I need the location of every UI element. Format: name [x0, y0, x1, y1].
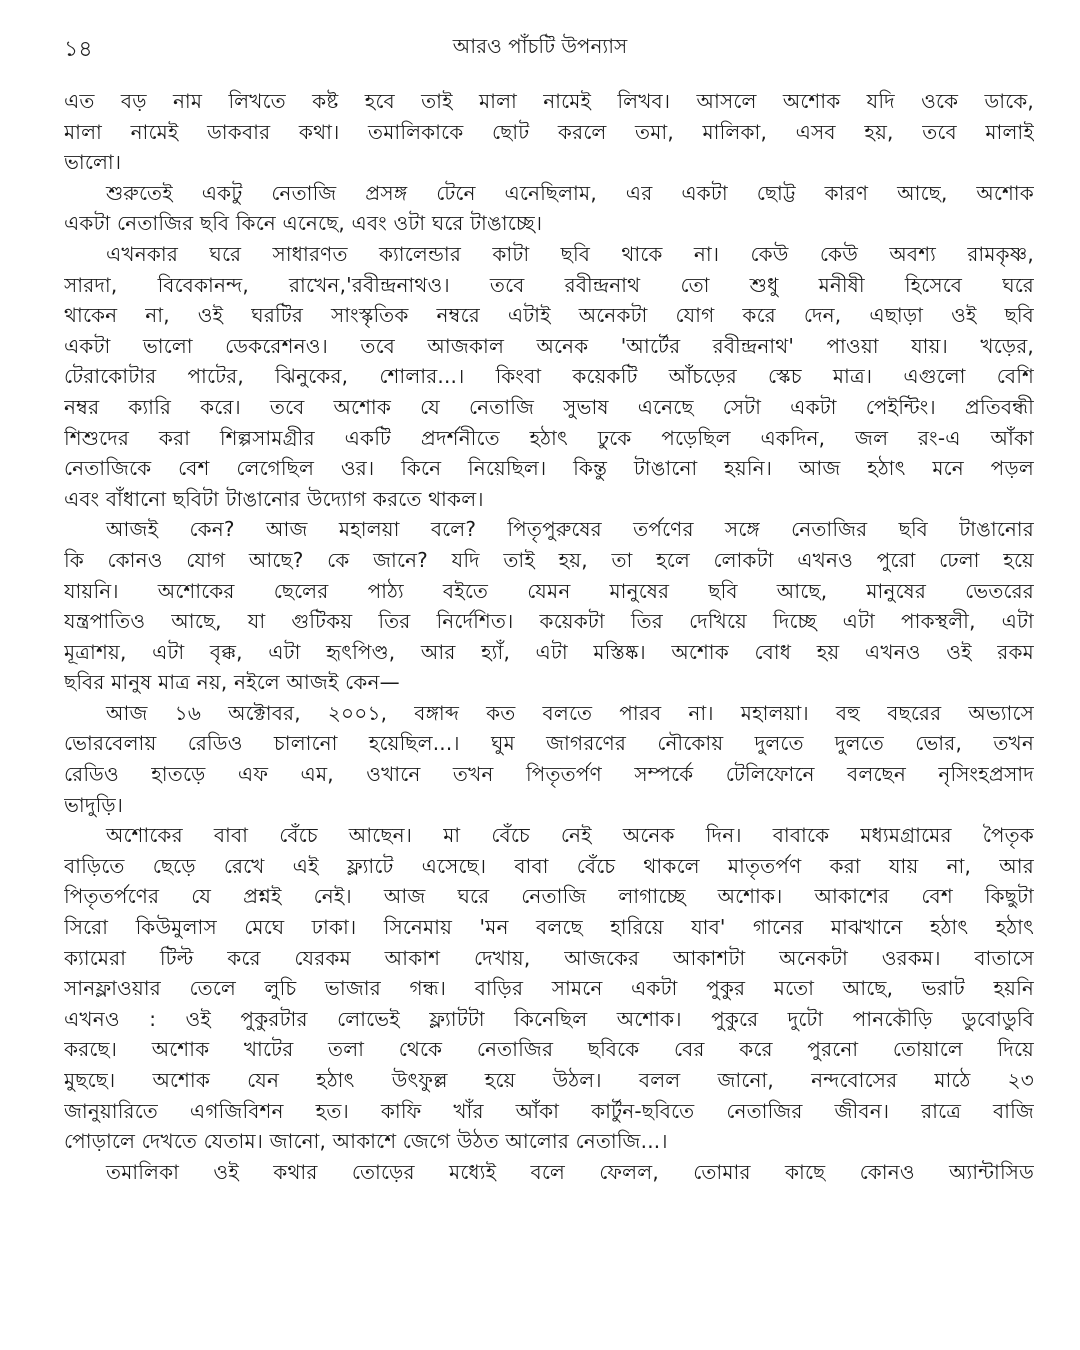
- text-line: ভালো।: [64, 150, 122, 175]
- text-line: এখনও : ওই পুকুরটার লোভেই ফ্ল্যাটটা কিনেছিল অশোক। পুকুরে দুটো পানকৌড়ি ডুবোডুবি: [64, 1006, 1034, 1031]
- text-line: একটা ভালো ডেকরেশনও। তবে আজকাল অনেক 'আর্টের রবীন্দ্রনাথ' পাওয়া যায়। খড়ের,: [64, 333, 1034, 358]
- text-line: মুছছে। অশোক যেন হঠাৎ উৎফুল্ল হয়ে উঠল। বলল জানো, নন্দবোসের মাঠে ২৩: [64, 1068, 1034, 1092]
- text-line: এখনকার ঘরে সাধারণত ক্যালেন্ডার কাটা ছবি থাকে না। কেউ কেউ অবশ্য রামকৃষ্ণ,: [106, 241, 1034, 266]
- text-line: মূত্রাশয়, এটা বৃক্ক, এটা হৃৎপিণ্ড, আর হ্যাঁ, এটা মস্তিষ্ক। অশোক বোধ হয় এখনও ওই রকম: [64, 639, 1034, 664]
- text-line: পিতৃতর্পণের যে প্রশ্নই নেই। আজ ঘরে নেতাজি লাগাচ্ছে অশোক। আকাশের বেশ কিছুটা: [64, 884, 1034, 909]
- text-line: নম্বর ক্যারি করে। তবে অশোক যে নেতাজি সুভাষ এনেছে সেটা একটা পেইন্টিং। প্রতিবন্ধী: [64, 394, 1034, 419]
- text-line: পোড়ালে দেখতে যেতাম। জানো, আকাশে জেগে উঠত আলোর নেতাজি...।: [64, 1129, 668, 1154]
- text-line: ছবির মানুষ মাত্র নয়, নইলে আজই কেন—: [64, 670, 400, 695]
- text-line: আজ ১৬ অক্টোবর, ২০০১, বঙ্গাব্দ কত বলতে পারব না। মহালয়া। বহু বছরের অভ্যাসে: [106, 700, 1034, 725]
- text-line: শুরুতেই একটু নেতাজি প্রসঙ্গ টেনে এনেছিলাম, এর একটা ছোট্ট কারণ আছে, অশোক: [106, 180, 1034, 205]
- text-line: রেডিও হাতড়ে এফ এম, ওখানে তখন পিতৃতর্পণ সম্পর্কে টেলিফোনে বলছেন নৃসিংহপ্রসাদ: [64, 762, 1034, 787]
- text-line: ভাদুড়ি।: [64, 792, 124, 817]
- text-line: করছে। অশোক খাটের তলা থেকে নেতাজির ছবিকে বের করে পুরনো তোয়ালে দিয়ে: [64, 1037, 1034, 1062]
- text-line: টেরাকোটার পাটের, ঝিনুকের, শোলার...। কিংবা কয়েকটি আঁচড়ের স্কেচ মাত্র। এগুলো বেশি: [64, 364, 1034, 389]
- text-line: মালা নামেই ডাকবার কথা। তমালিকাকে ছোট করলে তমা, মালিকা, এসব হয়, তবে মালাই: [64, 119, 1034, 144]
- text-line: একটা নেতাজির ছবি কিনে এনেছে, এবং ওটা ঘরে টাঙাচ্ছে।: [64, 211, 543, 236]
- text-line: জানুয়ারিতে এগজিবিশন হত। কাফি খাঁর আঁকা কার্টুন-ছবিতে নেতাজির জীবন। রাত্রে বাজি: [64, 1098, 1034, 1123]
- text-line: যায়নি। অশোকের ছেলের পাঠ্য বইতে যেমন মানুষের ছবি আছে, মানুষের ভেতরের: [64, 578, 1034, 603]
- text-line: নেতাজিকে বেশ লেগেছিল ওর। কিনে নিয়েছিল। কিন্তু টাঙানো হয়নি। আজ হঠাৎ মনে পড়ল: [64, 456, 1034, 481]
- text-line: তমালিকা ওই কথার তোড়ের মধ্যেই বলে ফেলল, তোমার কাছে কোনও অ্যান্টাসিড: [106, 1159, 1034, 1184]
- text-line: সিরো কিউমুলাস মেঘে ঢাকা। সিনেমায় 'মন বলছে হারিয়ে যাব' গানের মাঝখানে হঠাৎ হঠাৎ: [64, 915, 1034, 940]
- text-line: থাকেন না, ওই ঘরটির সাংস্কৃতিক নম্বরে এটাই অনেকটা যোগ করে দেন, এছাড়া ওই ছবি: [64, 303, 1034, 328]
- text-line: কি কোনও যোগ আছে? কে জানে? যদি তাই হয়, তা হলে লোকটা এখনও পুরো ঢেলা হয়ে: [64, 547, 1034, 572]
- text-line: ভোরবেলায় রেডিও চালানো হয়েছিল...। ঘুম জাগরণের নৌকোয় দুলতে দুলতে ভোর, তখন: [64, 731, 1034, 756]
- text-line: সানফ্লাওয়ার তেলে লুচি ভাজার গন্ধ। বাড়ির সামনে একটা পুকুর মতো আছে, ভরাট হয়নি: [64, 976, 1034, 1001]
- page-number: ১৪: [64, 37, 93, 62]
- text-line: বাড়িতে ছেড়ে রেখে এই ফ্ল্যাটে এসেছে। বাবা বেঁচে থাকলে মাতৃতর্পণ করা যায় না, আর: [64, 853, 1034, 878]
- text-line: অশোকের বাবা বেঁচে আছেন। মা বেঁচে নেই অনেক দিন। বাবাকে মধ্যমগ্রামের পৈতৃক: [106, 823, 1034, 848]
- text-line: সারদা, বিবেকানন্দ, রাখেন,'রবীন্দ্রনাথও। তবে রবীন্দ্রনাথ তো শুধু মনীষী হিসেবে ঘরে: [64, 272, 1034, 297]
- body-text: [64, 86, 1034, 1187]
- text-line: যন্ত্রপাতিও আছে, যা গুটিকয় তির নির্দেশিত। কয়েকটা তির দেখিয়ে দিচ্ছে এটা পাকস্থলী, এটা: [64, 609, 1034, 634]
- text-line: ক্যামেরা টিল্ট করে যেরকম আকাশ দেখায়, আজকের আকাশটা অনেকটা ওরকম। বাতাসে: [64, 945, 1034, 970]
- text-line: আজই কেন? আজ মহালয়া বলে? পিতৃপুরুষের তর্পণের সঙ্গে নেতাজির ছবি টাঙানোর: [106, 517, 1034, 542]
- text-line: এত বড় নাম লিখতে কষ্ট হবে তাই মালা নামেই লিখব। আসলে অশোক যদি ওকে ডাকে,: [64, 89, 1034, 113]
- running-title: আরও পাঁচটি উপন্যাস: [452, 34, 628, 58]
- text-line: শিশুদের করা শিল্পসামগ্রীর একটি প্রদর্শনীতে হঠাৎ ঢুকে পড়েছিল একদিন, জল রং-এ আঁকা: [64, 425, 1034, 450]
- text-line: এবং বাঁধানো ছবিটা টাঙানোর উদ্যোগ করতে থাকল।: [64, 486, 484, 511]
